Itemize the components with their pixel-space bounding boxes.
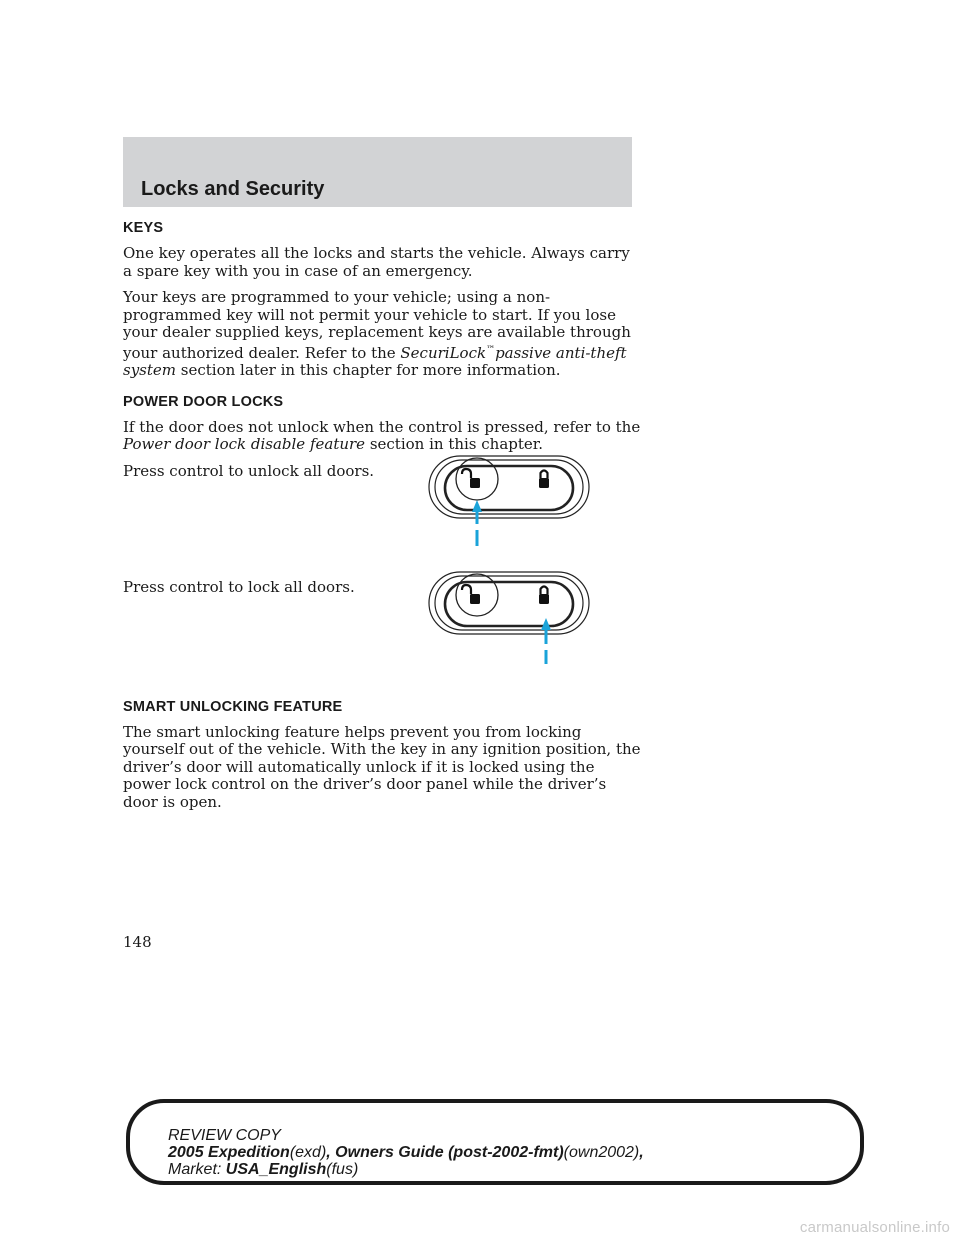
smart-unlock-paragraph: The smart unlocking feature helps prevent you from locking yourself out of the vehicle. With the key in any ignition position, the driver’s door will automatically unlock if it is locked using the power lock control on the driver’s door panel while the driver’s door is open. — [123, 722, 641, 811]
page-title: Locks and Security — [141, 178, 325, 200]
keys-heading: KEYS — [123, 220, 164, 236]
guide-name: Owners Guide (post-2002-fmt) — [335, 1144, 564, 1161]
arrow-up-icon — [472, 500, 482, 546]
unlock-switch-diagram — [423, 450, 593, 560]
separator-1: , — [326, 1144, 336, 1161]
separator-2: , — [639, 1144, 644, 1161]
disable-feature-ref: Power door lock disable feature — [123, 435, 366, 453]
lock-icon — [539, 586, 549, 604]
lock-icon — [539, 470, 549, 488]
unlock-icon — [462, 469, 480, 488]
review-copy-box — [126, 1099, 864, 1185]
model-code: (exd) — [289, 1144, 327, 1161]
power-locks-heading: POWER DOOR LOCKS — [123, 393, 284, 410]
review-copy-line: REVIEW COPY — [168, 1127, 281, 1144]
power-locks-text-a: If the door does not unlock when the control is pressed, refer to the — [123, 417, 641, 436]
anti-theft-ref: passive anti-theft system — [123, 343, 627, 379]
power-locks-text-b: section in this chapter. — [365, 435, 544, 453]
securilock-ref: SecuriLock — [400, 343, 487, 362]
keys-paragraph-1: One key operates all the locks and starts the vehicle. Always carry a spare key with you in case of an emergency. — [123, 244, 630, 280]
market-line — [168, 1161, 644, 1178]
model-name: 2005 Expedition — [168, 1144, 290, 1161]
lock-switch-diagram — [423, 566, 593, 676]
unlock-caption: Press control to unlock all doors. — [123, 461, 375, 480]
market-value: USA_English — [225, 1161, 327, 1178]
market-label: Market: — [168, 1161, 226, 1178]
unlock-icon — [462, 585, 480, 604]
keys-paragraph-2 — [123, 289, 643, 380]
keys-p2-text-b: section later in this chapter for more information. — [176, 361, 561, 379]
power-locks-paragraph — [123, 419, 643, 454]
lock-caption: Press control to lock all doors. — [123, 577, 355, 596]
page-number: 148 — [123, 933, 152, 951]
unlock-figure-row — [123, 463, 643, 579]
guide-code: (own2002) — [563, 1144, 640, 1161]
smart-unlock-heading: SMART UNLOCKING FEATURE — [123, 698, 343, 715]
lock-figure-row — [123, 579, 643, 695]
keys-p2-text-a: Your keys are programmed to your vehicle; using a non-programmed key will not permit your vehicle to start. If you lose your dealer supplied keys, replacement keys are available through your authorized dealer. Refer to the — [123, 288, 631, 362]
review-copy-text — [168, 1127, 644, 1178]
watermark: carmanualsonline.info — [799, 1219, 950, 1236]
header-band — [123, 137, 632, 207]
trademark-mark: ™ — [486, 344, 496, 355]
model-line — [168, 1144, 644, 1161]
main-content — [123, 220, 643, 820]
market-code: (fus) — [326, 1161, 359, 1178]
